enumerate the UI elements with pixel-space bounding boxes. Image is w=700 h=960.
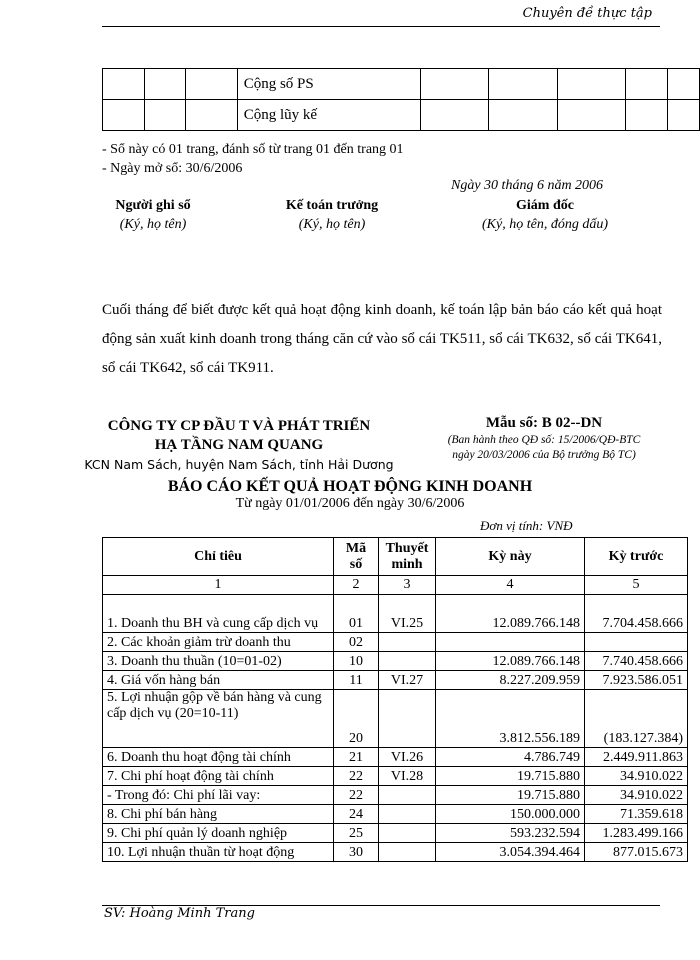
header-note: Thuyết minh	[379, 538, 436, 576]
report-unit: Đơn vị tính: VNĐ	[480, 518, 573, 533]
report-subtitle: Từ ngày 01/01/2006 đến ngày 30/6/2006	[235, 496, 465, 511]
signature-title: Giám đốc	[516, 198, 574, 213]
signature-title: Kế toán trưởng	[285, 198, 379, 213]
header-current: Kỳ này	[436, 538, 585, 576]
ledger-row	[103, 100, 700, 131]
report-title: BÁO CÁO KẾT QUẢ HOẠT ĐỘNG KINH DOANH	[167, 478, 533, 495]
signature-date: Ngày 30 tháng 6 năm 2006	[451, 178, 604, 193]
table-row: 1. Doanh thu BH và cung cấp dịch vụ 01 VI.25 12.089.766.148 7.704.458.666	[103, 595, 688, 633]
ledger-table	[102, 68, 700, 131]
table-row: 10. Lợi nhuận thuần từ hoạt động 30 3.054.394.464 877.015.673	[103, 843, 688, 862]
form-code-block	[410, 413, 678, 463]
index-cell: 4	[436, 576, 585, 595]
header-previous: Kỳ trước	[585, 538, 688, 576]
table-row: 3. Doanh thu thuần (10=01-02) 10 12.089.766.148 7.740.458.666	[103, 652, 688, 671]
signature-note: (Ký, họ tên)	[298, 217, 366, 232]
signature-title: Người ghi sổ	[115, 198, 191, 213]
table-row: 5. Lợi nhuận gộp về bán hàng và cung cấp dịch vụ (20=10-11) 20 3.812.556.189 (183.127.384)	[103, 690, 688, 748]
index-cell: 5	[585, 576, 688, 595]
form-regulation: ngày 20/03/2006 của Bộ trưởng Bộ TC)	[452, 449, 636, 461]
index-cell: 2	[334, 576, 379, 595]
company-name-line2: HẠ TẦNG NAM QUANG	[154, 437, 324, 453]
header-name: Chỉ tiêu	[103, 538, 334, 576]
ledger-notes	[102, 140, 404, 178]
table-row: 9. Chi phí quản lý doanh nghiệp 25 593.232.594 1.283.499.166	[103, 824, 688, 843]
table-index-row	[103, 576, 688, 595]
note-line: - Sổ này có 01 trang, đánh số từ trang 01 đến trang 01	[102, 142, 404, 157]
form-regulation: (Ban hành theo QĐ số: 15/2006/QĐ-BTC	[447, 434, 641, 446]
signature-note: (Ký, họ tên, đóng dấu)	[482, 217, 608, 232]
company-name-line1: CÔNG TY CP ĐẦU T VÀ PHÁT TRIỂN	[107, 418, 371, 434]
note-line: - Ngày mở sổ: 30/6/2006	[102, 161, 243, 176]
header-code: Mã số	[334, 538, 379, 576]
form-code: Mẫu số: B 02--DN	[485, 415, 603, 431]
header-title: Chuyên đề thực tập	[522, 6, 652, 21]
table-row: 6. Doanh thu hoạt động tài chính 21 VI.26 4.786.749 2.449.911.863	[103, 748, 688, 767]
ledger-label: Cộng lũy kế	[237, 100, 420, 131]
signature-block-director	[460, 196, 630, 234]
signature-note: (Ký, họ tên)	[119, 217, 187, 232]
index-cell: 1	[103, 576, 334, 595]
header-rule	[102, 26, 660, 27]
ledger-row	[103, 69, 700, 100]
table-row: 8. Chi phí bán hàng 24 150.000.000 71.359.618	[103, 805, 688, 824]
company-address: KCN Nam Sách, huyện Nam Sách, tỉnh Hải Dương	[84, 457, 394, 472]
footer-student-name: SV: Hoàng Minh Trang	[104, 906, 255, 921]
company-block	[84, 417, 394, 474]
body-paragraph: Cuối tháng để biết được kết quả hoạt động kinh doanh, kế toán lập bản báo cáo kết quả hoạt động sản xuất kinh doanh trong tháng căn cứ vào sổ cái TK511, sổ cái TK632, sổ cái TK641, sổ cái TK642, sổ cái TK911.	[102, 302, 662, 376]
table-header-row	[103, 538, 688, 576]
ledger-label: Cộng số PS	[237, 69, 420, 100]
signature-block-chief-accountant	[262, 196, 402, 234]
table-row: 7. Chi phí hoạt động tài chính 22 VI.28 19.715.880 34.910.022	[103, 767, 688, 786]
table-row: - Trong đó: Chi phí lãi vay: 22 19.715.880 34.910.022	[103, 786, 688, 805]
table-row: 4. Giá vốn hàng bán 11 VI.27 8.227.209.959 7.923.586.051	[103, 671, 688, 690]
index-cell: 3	[379, 576, 436, 595]
income-statement-table	[102, 537, 688, 862]
table-row: 2. Các khoản giảm trừ doanh thu 02	[103, 633, 688, 652]
signature-block-recorder	[98, 196, 208, 234]
